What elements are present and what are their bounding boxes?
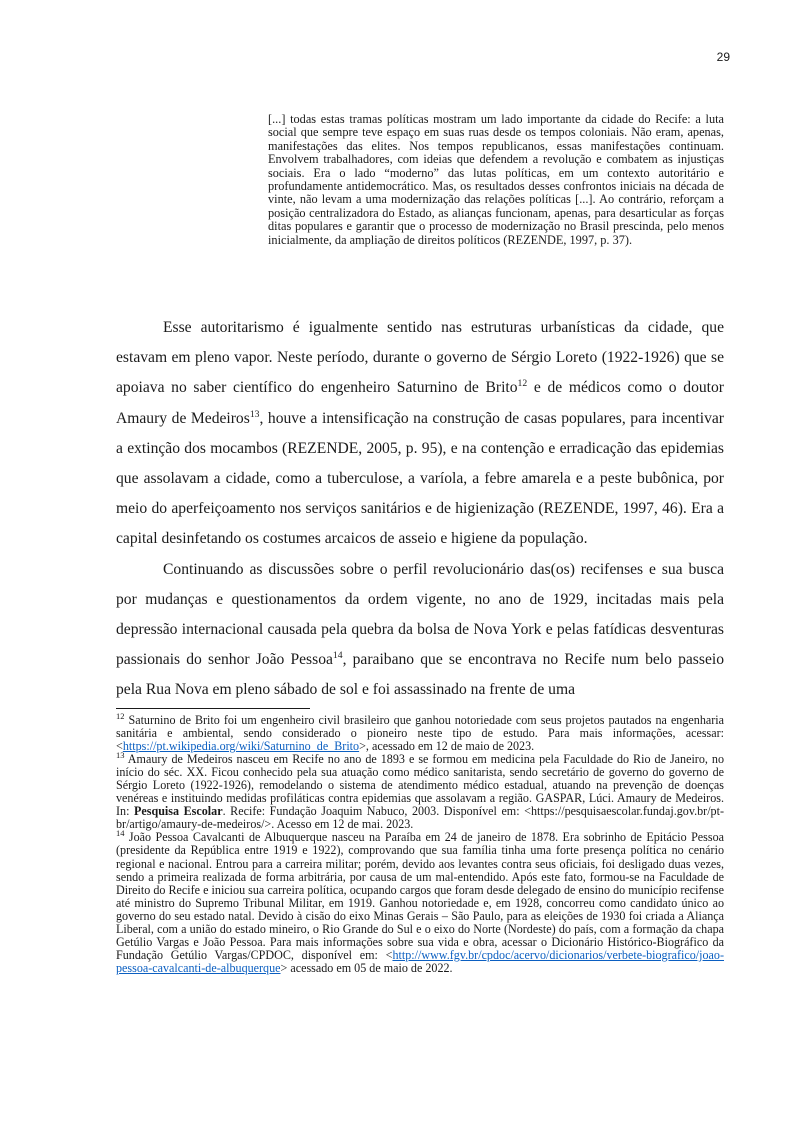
paragraph-2-text-b: , paraibano que se encontrava no Recife num belo passeio pela Rua Nova em pleno sábado de sol e foi assassinado na frente de uma [116, 651, 724, 699]
paragraph-2-text-a: Continuando as discussões sobre o perfil revolucionário das(os) recifenses e sua busca por mudanças e questionamentos da ordem vigente, no ano de 1929, incitadas mais pela depressão internacional causada pela quebra da bolsa de Nova York e pelas fatídicas desventuras passionais do senhor João Pessoa [116, 560, 724, 669]
footnote-12-link[interactable]: https://pt.wikipedia.org/wiki/Saturnino_de_Brito [122, 739, 360, 754]
footnote-13-text: Amaury de Medeiros nasceu em Recife no ano de 1893 e se formou em medicina pela Faculdade do Rio de Janeiro, no início do séc. XX. Ficou conhecido pela sua atuação como médico sanitarista, sendo secretário de governo do governo de Sérgio Loreto (1922-1926), remodelando o sistema de atendimento médico estadual, atuando na prevenção de doenças venéreas e instituindo medidas profiláticas contra epidemias que assolavam a região. GASPAR, Lúci. Amaury de Medeiros. In: [116, 752, 724, 819]
footnote-separator [116, 708, 310, 709]
footnote-13 [116, 750, 724, 832]
footnote-14-number: 14 [116, 828, 125, 839]
footnote-13-number: 13 [116, 750, 125, 761]
footnote-12-after: >, acessado em 12 de maio de 2023. [359, 739, 535, 754]
paragraph-autoritarismo [116, 313, 724, 555]
footnote-14-text: João Pessoa Cavalcanti de Albuquerque nasceu na Paraíba em 24 de janeiro de 1878. Era sobrinho de Epitácio Pessoa (presidente da República entre 1919 e 1922), comprovando que sua família tinha uma forte presença política no cenário regional e nacional. Entrou para a carreira militar; porém, devido aos levantes contra seus oficiais, foi desligado duas vezes, sendo a primeira realizada de forma arbitrária, por causa de um mal-entendido. Após este fato, formou-se na Faculdade de Direito do Recife e iniciou sua carreira política, ocupando cargos que foram desde delegado de ensino do município recifense até ministro do Supremo Tribunal Militar, em 1919. Ganhou notoriedade e, em 1928, concorreu como candidato único ao governo do seu estado natal. Devido à cisão do eixo Minas Gerais – São Paulo, para as eleições de 1930 foi criada a Aliança Liberal, com a união do estado mineiro, o Rio Grande do Sul e o eixo do Norte (Nordeste) do país, com a formação da chapa Getúlio Vargas e João Pessoa. Para mais informações sobre sua vida e obra, acessar o Dicionário Histórico-Biográfico da Fundação Getúlio Vargas/CPDOC, disponível em: < [116, 830, 724, 962]
paragraph-1-text-c: , houve a intensificação na construção de casas populares, para incentivar a extinção dos mocambos (REZENDE, 2005, p. 95), e na contenção e erradicação das epidemias que assolavam a cidade, como a tuberculose, a varíola, a febre amarela e a peste bubônica, por meio do aperfeiçoamento nos serviços sanitários e de higienização (REZENDE, 1997, 46). Era a capital desinfetando os costumes arcaicos de asseio e higiene da população. [116, 409, 724, 548]
body-text [116, 313, 724, 706]
footnote-12-number: 12 [116, 710, 125, 721]
footnote-13-after: . Recife: Fundação Joaquim Nabuco, 2003. Disponível em: <https://pesquisaescolar.fundaj.gov.br/pt-br/artigo/amaury-de-medeiros/>. Acesso em 12 de mai. 2023. [116, 804, 724, 832]
paragraph-1-text-b: e de médicos como o doutor Amaury de Medeiros [116, 379, 724, 427]
footnote-ref-12[interactable]: 12 [517, 378, 528, 390]
footnote-ref-13[interactable]: 13 [249, 408, 260, 420]
footnote-12 [116, 710, 724, 754]
footnote-ref-14[interactable]: 14 [332, 650, 343, 662]
footnote-14-link[interactable]: http://www.fgv.br/cpdoc/acervo/dicionarios/verbete-biografico/joao-pessoa-cavalcanti-de-albuquerque [116, 947, 724, 975]
footnotes [116, 710, 724, 975]
footnote-13-bold-title: Pesquisa Escolar [134, 804, 223, 819]
footnote-12-text: Saturnino de Brito foi um engenheiro civil brasileiro que ganhou notoriedade com seus projetos pautados na engenharia sanitária e ambiental, sendo considerado o pioneiro neste tipo de estudo. Para mais informações, acessar: < [116, 713, 724, 754]
block-quote: [...] todas estas tramas políticas mostram um lado importante da cidade do Recife: a luta social que sempre teve espaço em suas ruas desde os tempos coloniais. Não eram, apenas, manifestações das elites. Nos tempos republicanos, essas manifestações continuam. Envolvem trabalhadores, com ideias que defendem a revolução e combatem as injustiças sociais. Era o lado “moderno” das lutas políticas, em um contexto autoritário e profundamente antidemocrático. Mas, os resultados desses confrontos iniciais na década de vinte, não levam a uma modernização das relações políticas [...]. Ao contrário, reforçam a posição centralizadora do Estado, as alianças funcionam, apenas, para desarticular as forças ditas populares e garantir que o processo de modernização no Brasil prescinda, pelo menos inicialmente, da ampliação de direitos políticos (REZENDE, 1997, p. 37). [268, 112, 724, 247]
footnote-14-after: > acessado em 05 de maio de 2022. [280, 960, 453, 975]
footnote-14 [116, 828, 724, 975]
page-number: 29 [716, 50, 730, 64]
paragraph-1-text-a: Esse autoritarismo é igualmente sentido nas estruturas urbanísticas da cidade, que estavam em pleno vapor. Neste período, durante o governo de Sérgio Loreto (1922-1926) que se apoiava no saber científico do engenheiro Saturnino de Brito [116, 319, 724, 397]
paragraph-continuando [116, 555, 724, 706]
